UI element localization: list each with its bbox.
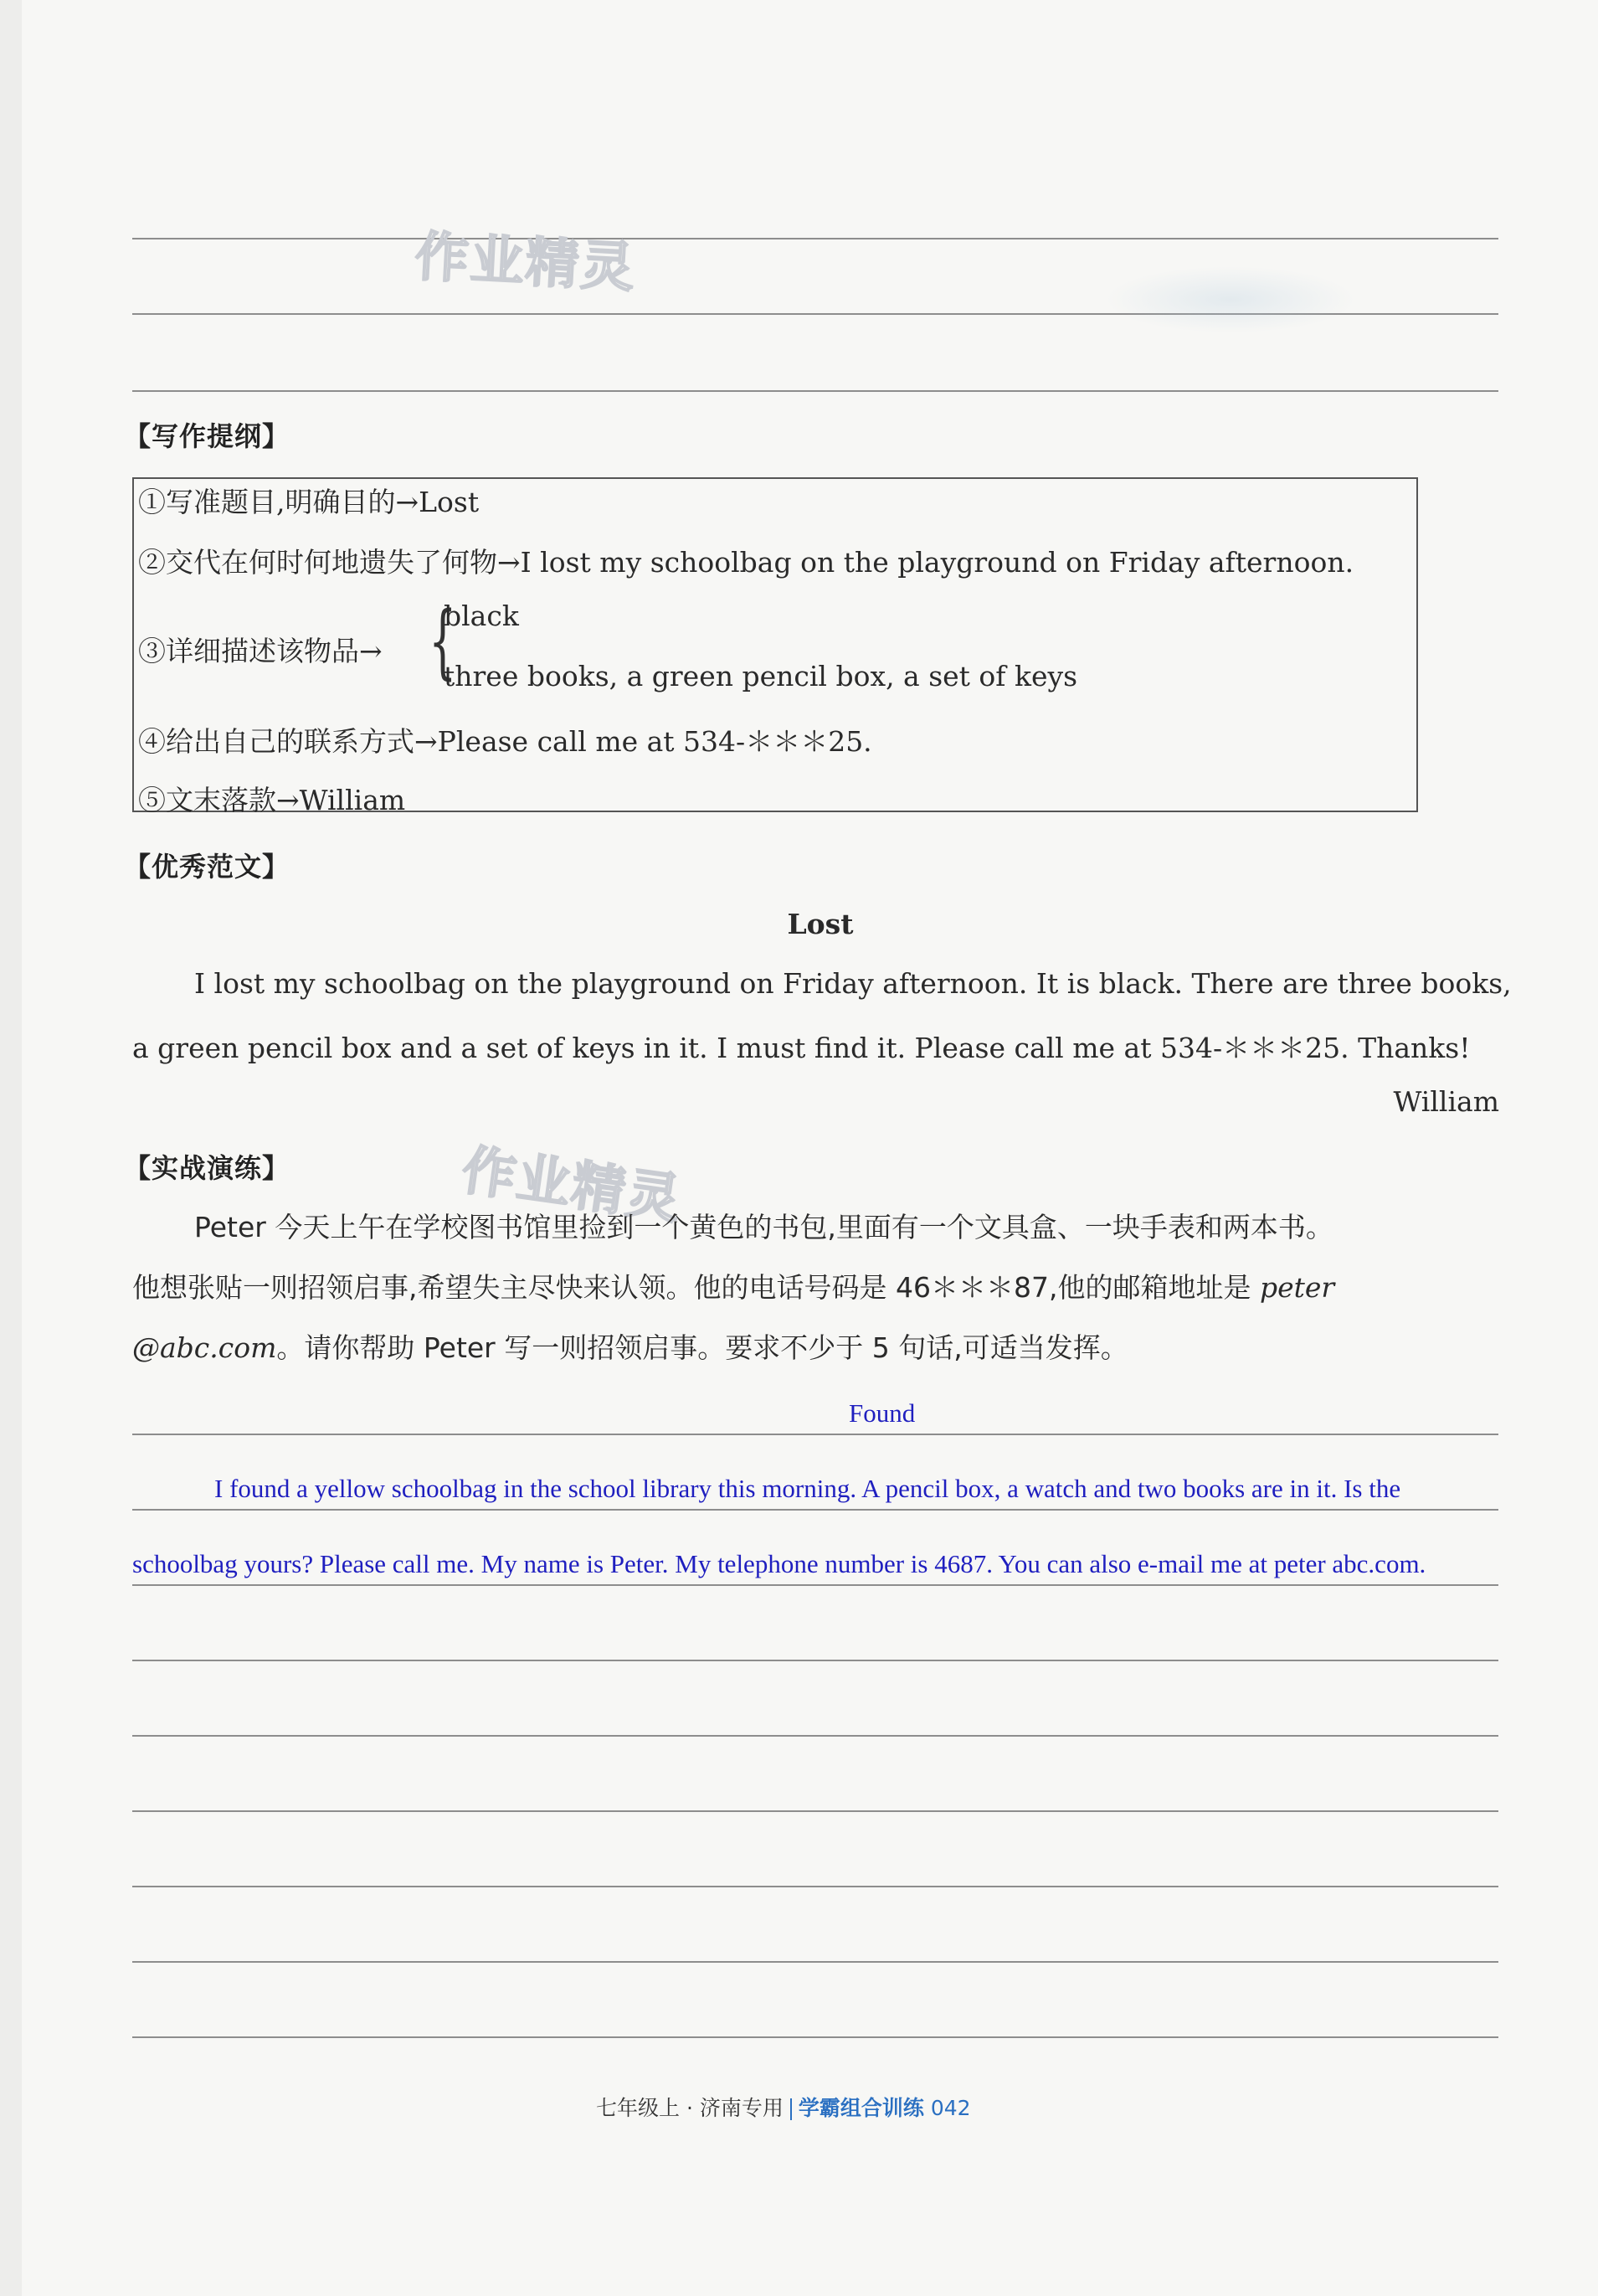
writing-line <box>132 1660 1498 1661</box>
writing-line <box>132 1434 1498 1435</box>
scan-smudge <box>1105 266 1356 333</box>
watermark: 作业精灵 <box>413 226 638 300</box>
outline-heading: 【写作提纲】 <box>124 420 290 452</box>
writing-line <box>132 2036 1498 2038</box>
brace-icon: { <box>429 595 457 688</box>
prompt-line-1: Peter 今天上午在学校图书馆里捡到一个黄色的书包,里面有一个文具盒、一块手表和两本书。 <box>194 1211 1333 1243</box>
practice-heading: 【实战演练】 <box>124 1152 290 1184</box>
writing-line <box>132 1886 1498 1887</box>
prompt-line-3: @abc.com。请你帮助 Peter 写一则招领启事。要求不少于 5 句话,可适当发挥。 <box>132 1331 1128 1364</box>
answer-line-2: schoolbag yours? Please call me. My name is Peter. My telephone number is 4687. You can also e-mail me at peter abc.com. <box>132 1549 1426 1578</box>
prompt-line-2: 他想张贴一则招领启事,希望失主尽快来认领。他的电话号码是 46＊＊＊87,他的邮箱地址是 peter <box>132 1271 1335 1304</box>
outline-item-2: ②交代在何时何地遗失了何物→I lost my schoolbag on the playground on Friday afternoon. <box>138 546 1354 579</box>
outline-item-3: ③详细描述该物品→ <box>138 635 383 667</box>
writing-line <box>132 1584 1498 1586</box>
footer-brand: 学霸组合训练 <box>798 2096 924 2120</box>
scan-edge <box>0 0 22 2296</box>
answer-title: Found <box>849 1398 916 1428</box>
sample-signature: William <box>1393 1085 1499 1118</box>
writing-line <box>132 390 1498 392</box>
answer-line-1: I found a yellow schoolbag in the school library this morning. A pencil box, a watch and two books are in it. Is the <box>214 1474 1401 1503</box>
sample-heading: 【优秀范文】 <box>124 851 290 883</box>
writing-line <box>132 1509 1498 1511</box>
detail-color: black <box>444 600 519 632</box>
page-footer <box>596 2092 971 2122</box>
footer-divider <box>790 2098 792 2120</box>
writing-line <box>132 238 1498 239</box>
detail-contents: three books, a green pencil box, a set of keys <box>444 660 1078 692</box>
writing-line <box>132 1961 1498 1963</box>
sample-line-2: a green pencil box and a set of keys in it. I must find it. Please call me at 534-＊＊＊25. Thanks! <box>132 1032 1471 1064</box>
sample-title: Lost <box>787 908 854 940</box>
watermark: 作业精灵 <box>458 1139 686 1232</box>
sample-line-1: I lost my schoolbag on the playground on Friday afternoon. It is black. There are three books, <box>194 967 1512 1000</box>
outline-item-1: ①写准题目,明确目的→Lost <box>138 486 480 518</box>
outline-item-4: ④给出自己的联系方式→Please call me at 534-＊＊＊25. <box>138 725 872 758</box>
page-number: 042 <box>930 2096 971 2120</box>
writing-line <box>132 1810 1498 1812</box>
outline-item-5: ⑤文末落款→William <box>138 784 406 816</box>
footer-grade: 七年级上 · 济南专用 <box>596 2096 784 2120</box>
writing-line <box>132 1735 1498 1737</box>
